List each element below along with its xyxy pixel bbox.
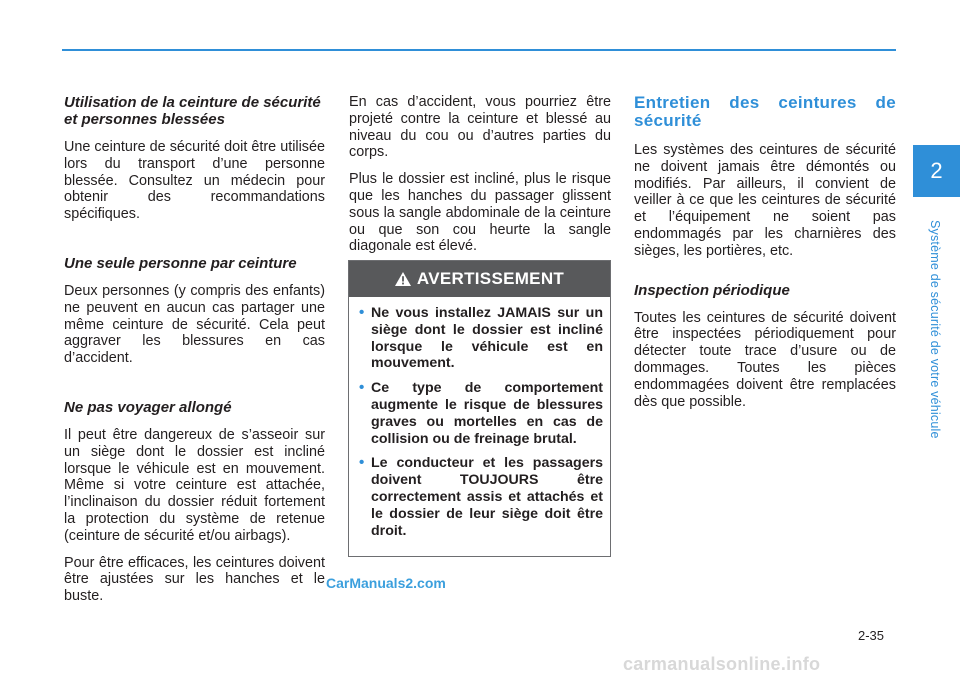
paragraph: En cas d’accident, vous pourriez être projeté contre la ceinture et blessé au niveau du cou ou d’autres parties du corps. (349, 94, 611, 161)
warning-item: • Le conducteur et les passagers doivent TOUJOURS être correctement assis et attachés et le dossier de leur siège doit être droit. (359, 454, 603, 539)
watermark: CarManuals2.com (326, 575, 446, 591)
warning-title: AVERTISSEMENT (416, 269, 565, 288)
column-middle (349, 94, 611, 265)
section-heading: Utilisation de la ceinture de sécurité et personnes blessées (64, 94, 321, 128)
paragraph: Plus le dossier est incliné, plus le risque que les hanches du passager glissent sous la sangle abdominale de la ceinture ou que son cou heurte la sangle diagonale est élevé. (349, 171, 611, 255)
paragraph: Les systèmes des ceintures de sécurité ne doivent jamais être démontés ou modifiés. Par ailleurs, il convient de veiller à ce que les ceintures de sécurité et l’équipement ne soient pas endommagés par les charnières des sièges, les portières, etc. (634, 142, 896, 259)
section-heading: Inspection périodique (634, 281, 790, 299)
bullet-icon: • (359, 304, 365, 321)
section-heading: Une seule personne par ceinture (64, 254, 297, 272)
section-title: Entretien des ceintures de sécurité (634, 93, 896, 130)
warning-box (348, 260, 611, 557)
column-left (64, 94, 325, 615)
footer-watermark: carmanualsonline.info (623, 654, 821, 674)
warning-list (349, 297, 610, 539)
section-heading: Ne pas voyager allongé (64, 398, 232, 416)
warning-header (349, 261, 610, 297)
paragraph: Il peut être dangereux de s’asseoir sur un siège dont le dossier est incliné lorsque le véhicule est en mouvement. Même si votre ceinture est attachée, l’inclinaison du dossier réduit fortement la protection du système de retenue (ceinture de sécurité et/ou airbags). (64, 426, 325, 544)
warning-item: • Ne vous installez JAMAIS sur un siège dont le dossier est incliné lorsque le véhicule est en mouvement. (359, 304, 603, 372)
column-right (634, 94, 896, 420)
paragraph: Toutes les ceintures de sécurité doivent être inspectées périodiquement pour détecter toute trace d’usure ou de dommages. Toutes les pièces endommagées doivent être remplacées dès que possible. (634, 309, 896, 410)
chapter-label: Système de sécurité de votre véhicule (928, 220, 942, 439)
top-rule (62, 49, 896, 51)
paragraph: Une ceinture de sécurité doit être utilisée lors du transport d’une personne blessée. Consultez un médecin pour obtenir des recommandations spécifiques. (64, 139, 325, 223)
warning-triangle-icon (395, 272, 411, 286)
bullet-icon: • (359, 379, 365, 397)
page-number: 2-35 (858, 628, 885, 643)
paragraph: Pour être efficaces, les ceintures doivent être ajustées sur les hanches et le buste. (64, 554, 325, 605)
paragraph: Deux personnes (y compris des enfants) ne peuvent en aucun cas partager une même ceinture de sécurité. Cela peut aggraver les blessures en cas d’accident. (64, 282, 325, 367)
warning-item: • Ce type de comportement augmente le risque de blessures graves ou mortelles en cas de collision ou de freinage brutal. (359, 379, 603, 447)
bullet-icon: • (359, 454, 365, 472)
chapter-tab: 2 (913, 145, 960, 197)
